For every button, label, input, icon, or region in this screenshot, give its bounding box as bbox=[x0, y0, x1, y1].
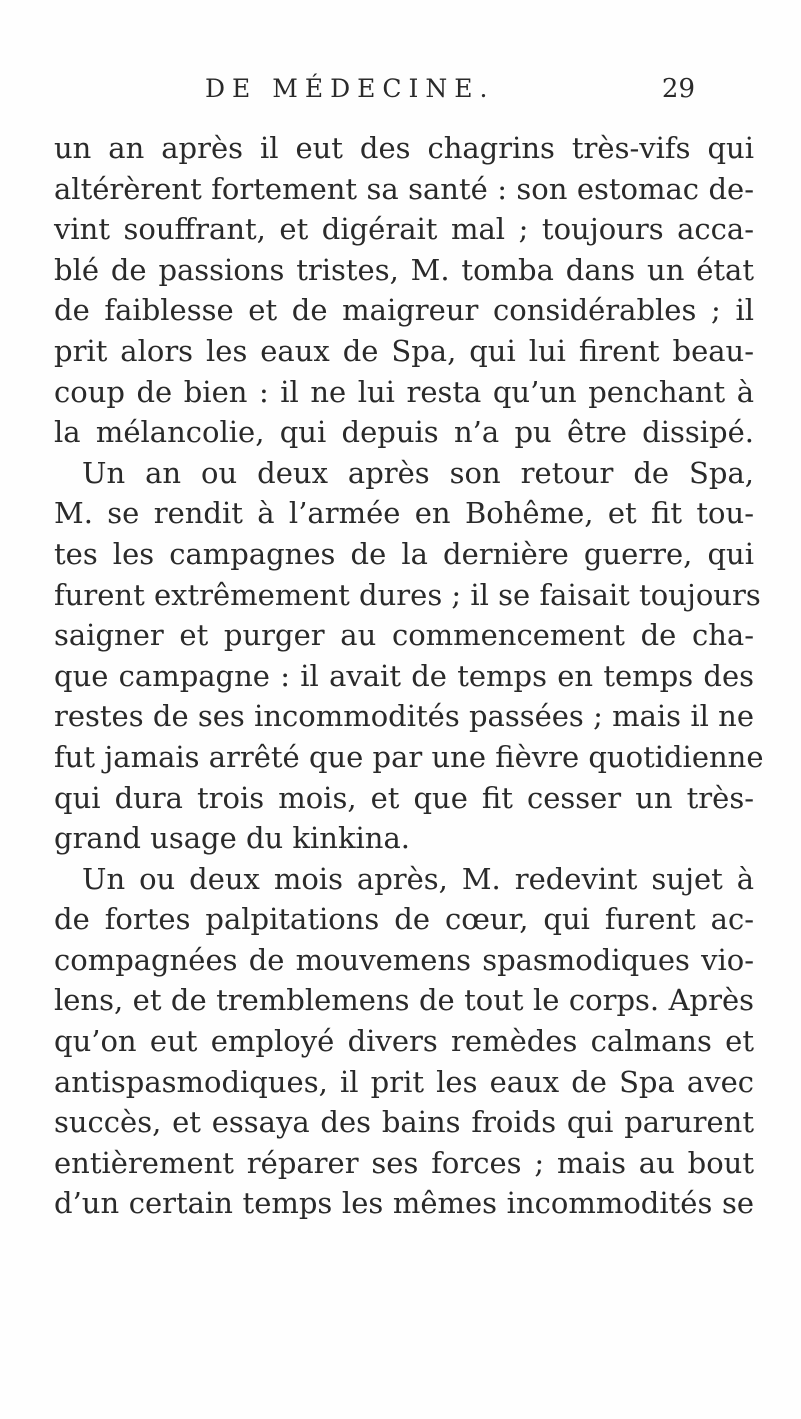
text-line: tes les campagnes de la dernière guerre, qui bbox=[54, 536, 754, 571]
text-line: vint souffrant, et digérait mal ; toujours acca- bbox=[54, 212, 754, 247]
text-line: compagnées de mouvemens spasmodiques vio- bbox=[54, 942, 754, 977]
text-line: coup de bien : il ne lui resta qu’un penchant à bbox=[54, 374, 754, 409]
page-number: 29 bbox=[661, 74, 695, 104]
text-line: de fortes palpitations de cœur, qui furent ac- bbox=[54, 902, 754, 937]
text-line: de faiblesse et de maigreur considérables ; il bbox=[54, 293, 754, 328]
text-line: succès, et essaya des bains froids qui parurent bbox=[54, 1105, 754, 1140]
running-title: DE MÉDECINE. bbox=[205, 74, 495, 103]
text-line: blé de passions tristes, M. tomba dans un état bbox=[54, 252, 754, 287]
text-line: Un ou deux mois après, M. redevint sujet à bbox=[82, 861, 754, 896]
text-line: un an après il eut des chagrins très-vifs qui bbox=[54, 131, 754, 165]
text-line: grand usage du kinkina. bbox=[54, 821, 410, 856]
text-line: entièrement réparer ses forces ; mais au bout bbox=[54, 1145, 754, 1180]
text-line: qui dura trois mois, et que fit cesser un très- bbox=[54, 780, 754, 815]
text-line: furent extrêmement dures ; il se faisait toujours bbox=[54, 577, 761, 612]
text-line: d’un certain temps les mêmes incommodités se bbox=[54, 1186, 754, 1221]
text-line: altérèrent fortement sa santé : son estomac de- bbox=[54, 171, 754, 206]
text-line: restes de ses incommodités passées ; mais il ne bbox=[54, 699, 754, 734]
text-line: fut jamais arrêté que par une fièvre quotidienne bbox=[54, 739, 764, 774]
text-line: antispasmodiques, il prit les eaux de Spa avec bbox=[54, 1064, 754, 1099]
text-line: Un an ou deux après son retour de Spa, bbox=[82, 455, 754, 490]
text-line: saigner et purger au commencement de cha- bbox=[54, 618, 754, 653]
text-line: lens, et de tremblemens de tout le corps. Après bbox=[54, 983, 754, 1018]
running-header bbox=[205, 74, 695, 114]
text-line: prit alors les eaux de Spa, qui lui firent beau- bbox=[54, 333, 754, 368]
text-line: la mélancolie, qui depuis n’a pu être dissipé. bbox=[54, 415, 754, 450]
text-line: M. se rendit à l’armée en Bohême, et fit tou- bbox=[54, 496, 754, 531]
text-line: qu’on eut employé divers remèdes calmans et bbox=[54, 1024, 754, 1059]
text-line: que campagne : il avait de temps en temps des bbox=[54, 658, 754, 693]
body-text bbox=[54, 128, 764, 1224]
